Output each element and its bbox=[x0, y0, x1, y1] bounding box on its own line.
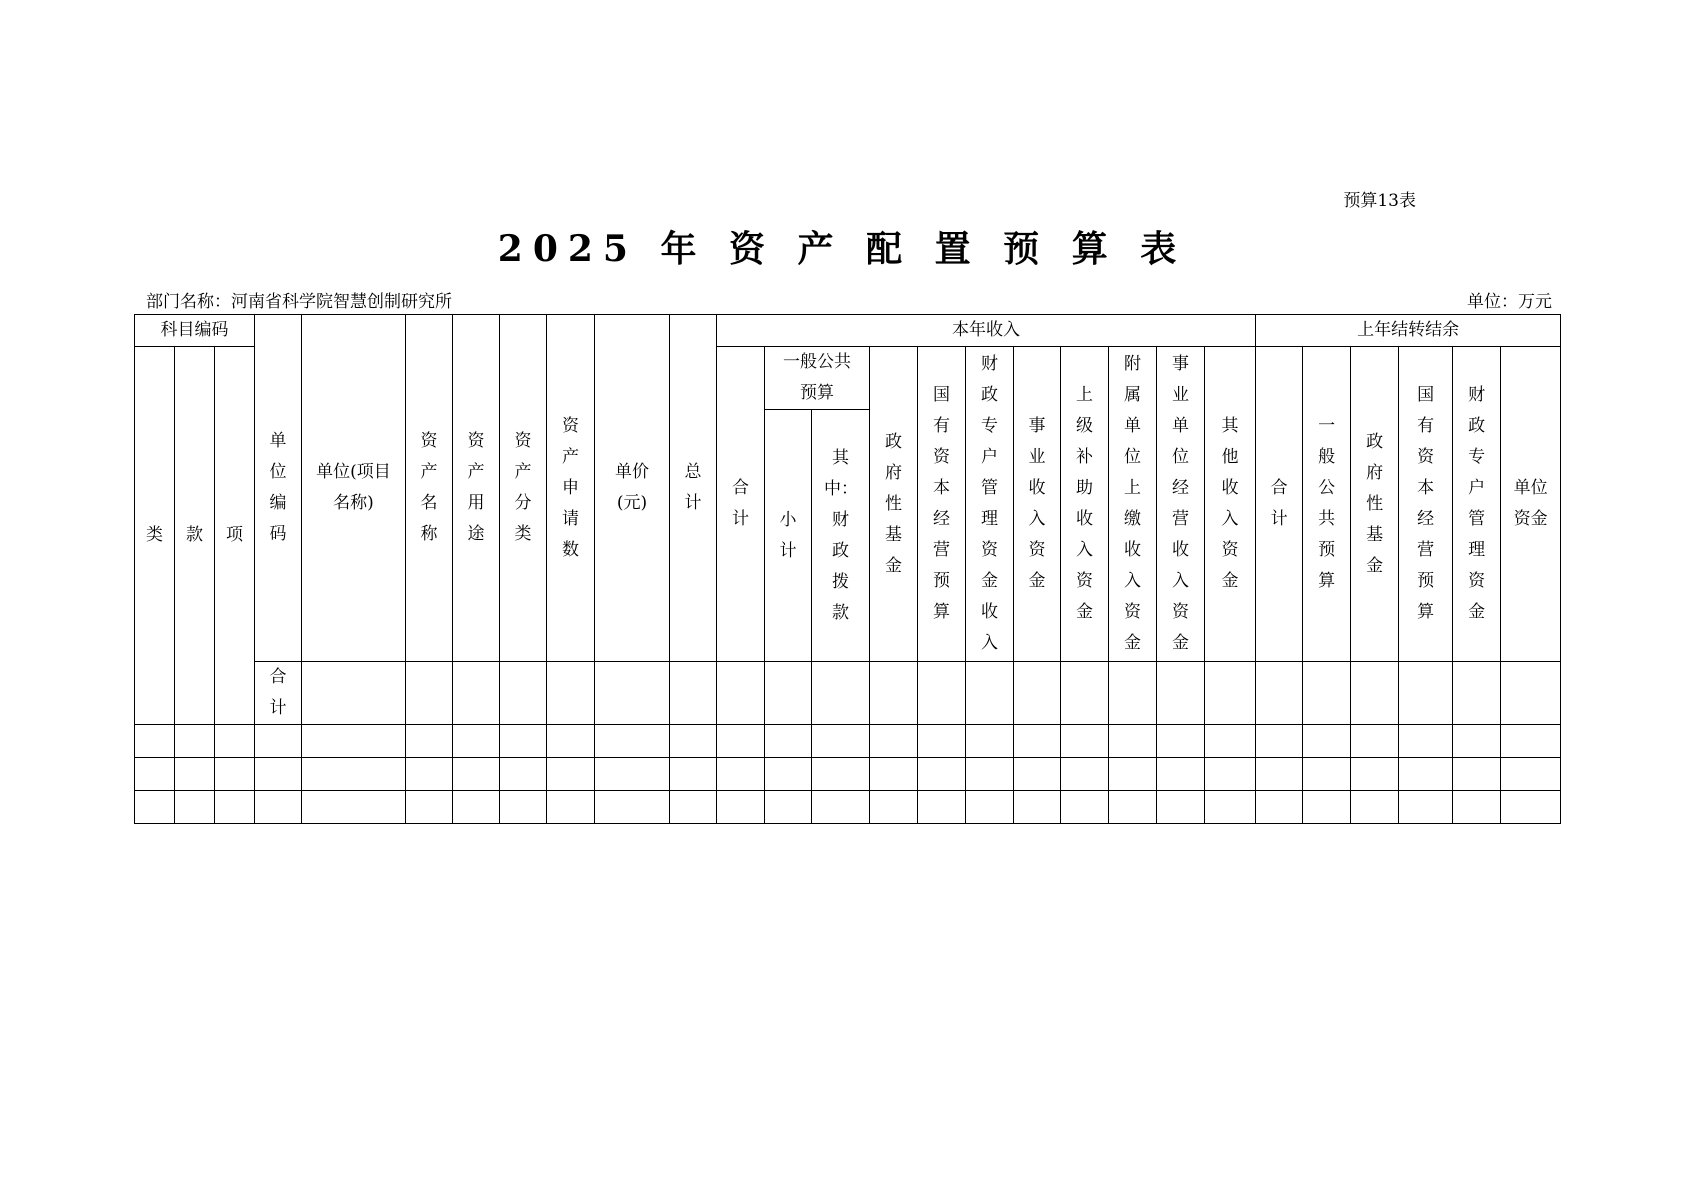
header-subject-code: 科目编码 bbox=[135, 315, 255, 347]
header-pb-unit-fund: 单位资金 bbox=[1501, 347, 1561, 662]
header-prev-balance: 上年结转结余 bbox=[1256, 315, 1561, 347]
header-general-budget: 一般公共预算 bbox=[765, 347, 870, 410]
header-unit-code: 单位编码 bbox=[255, 315, 302, 662]
header-ci-total: 合计 bbox=[717, 347, 765, 662]
table-id: 预算13表 bbox=[1343, 191, 1416, 211]
header-lei: 类 bbox=[135, 347, 175, 725]
table-row-total bbox=[135, 662, 1561, 725]
header-asset-use: 资产用途 bbox=[453, 315, 500, 662]
header-pb-state-capital: 国有资本经营预算 bbox=[1399, 347, 1453, 662]
header-gb-subtotal: 小计 bbox=[765, 410, 812, 662]
header-asset-name: 资产名称 bbox=[406, 315, 453, 662]
header-pb-total: 合计 bbox=[1256, 347, 1303, 662]
header-superior-subsidy: 上级补助收入资金 bbox=[1061, 347, 1109, 662]
header-kuan: 款 bbox=[175, 347, 215, 725]
header-other-income: 其他收入资金 bbox=[1205, 347, 1256, 662]
header-gov-fund: 政府性基金 bbox=[870, 347, 918, 662]
header-pb-gov-fund: 政府性基金 bbox=[1351, 347, 1399, 662]
page-title: 2025 年 资 产 配 置 预 算 表 bbox=[497, 228, 1187, 270]
header-career-income: 事业收入资金 bbox=[1014, 347, 1061, 662]
table-row bbox=[135, 791, 1561, 824]
currency-unit: 单位：万元 bbox=[1467, 292, 1552, 312]
header-unit-price: 单价(元) bbox=[595, 315, 670, 662]
table-row bbox=[135, 758, 1561, 791]
header-xiang: 项 bbox=[215, 347, 255, 725]
header-asset-class: 资产分类 bbox=[500, 315, 547, 662]
header-pb-fiscal-special: 财政专户管理资金 bbox=[1453, 347, 1501, 662]
header-state-capital: 国有资本经营预算 bbox=[918, 347, 966, 662]
asset-budget-table bbox=[134, 314, 1561, 824]
header-current-income: 本年收入 bbox=[717, 315, 1256, 347]
header-business-income: 事业单位经营收入资金 bbox=[1157, 347, 1205, 662]
header-affiliated-income: 附属单位上缴收入资金 bbox=[1109, 347, 1157, 662]
total-label: 合计 bbox=[255, 662, 302, 725]
header-unit-name: 单位(项目名称) bbox=[302, 315, 406, 662]
header-fiscal-special: 财政专户管理资金收入 bbox=[966, 347, 1014, 662]
header-gb-fiscal: 其中：财政拨款 bbox=[812, 410, 870, 662]
header-pb-general: 一般公共预算 bbox=[1303, 347, 1351, 662]
department-name: 部门名称：河南省科学院智慧创制研究所 bbox=[146, 292, 452, 312]
table-row bbox=[135, 725, 1561, 758]
header-total: 总计 bbox=[670, 315, 717, 662]
header-asset-count: 资产申请数 bbox=[547, 315, 595, 662]
